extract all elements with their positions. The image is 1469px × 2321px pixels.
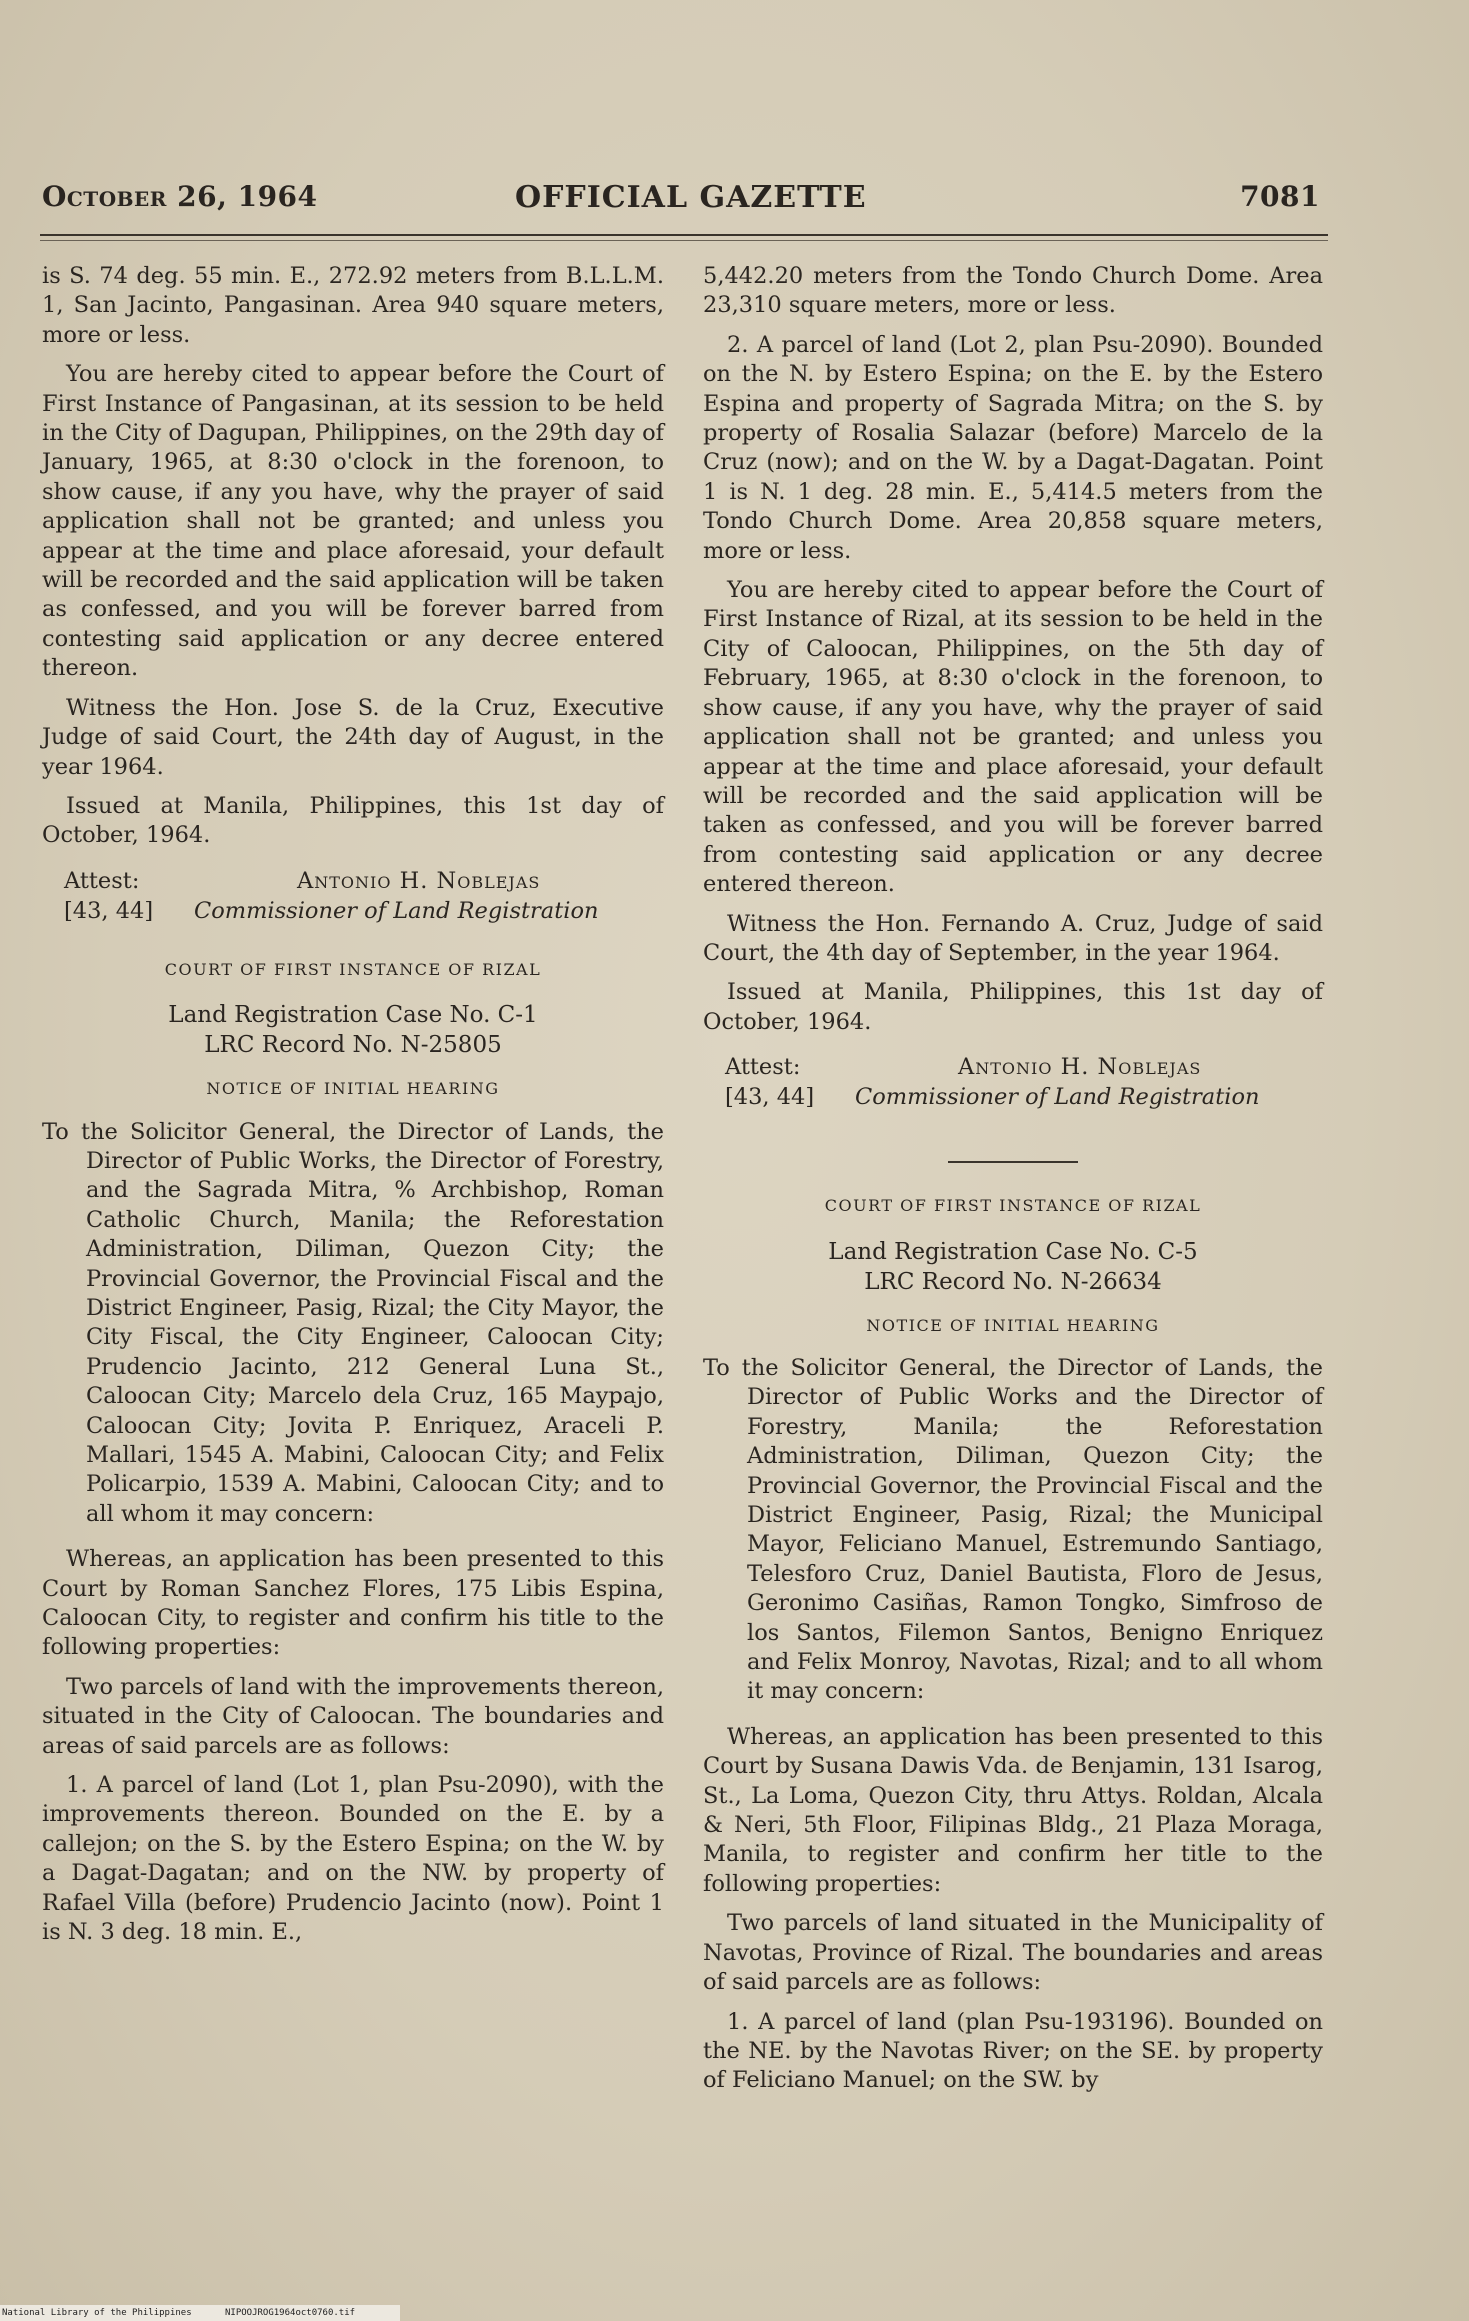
case-line: Land Registration Case No. C-1 <box>168 1002 538 1029</box>
attest-title: Commissioner of Land Registration <box>855 1084 1260 1111</box>
page-header <box>42 180 1320 226</box>
case-line: Land Registration Case No. C-5 <box>828 1238 1198 1265</box>
scan-footer <box>0 2305 400 2321</box>
case-number <box>42 1000 664 1060</box>
right-column <box>703 262 1323 2106</box>
attest-ref: [43, 44] <box>64 897 154 924</box>
paragraph: Whereas, an application has been presented to this Court by Susana Dawis Vda. de Benjamin, 131 Isarog, St., La Loma, Quezon City, thru Attys. Roldan, Alcala & Neri, 5th Floor, Filipinas Bldg., 21 Plaza Moraga, Manila, to register and confirm her title to the following properties: <box>703 1723 1323 1897</box>
paragraph: You are hereby cited to appear before the Court of First Instance of Rizal, at its session to be held in the City of Caloocan, Philippines, on the 5th day of February, 1965, at 8:30 o'clock in the forenoon, to show cause, if any you have, why the prayer of said application shall not be granted; and unless you appear at the time and place aforesaid, your default will be recorded and the said application will be taken as confessed, and you will be forever barred from contesting said application or any decree entered thereon. <box>703 577 1323 898</box>
paragraph: Two parcels of land situated in the Municipality of Navotas, Province of Rizal. The boundaries and areas of said parcels are as follows: <box>703 1910 1323 1996</box>
court-heading: COURT OF FIRST INSTANCE OF RIZAL <box>164 959 542 979</box>
attest-title: Commissioner of Land Registration <box>194 897 599 924</box>
paragraph: Two parcels of land with the improvements thereon, situated in the City of Caloocan. The boundaries and areas of said parcels are as follows: <box>42 1673 664 1759</box>
header-rule-thin <box>40 240 1328 241</box>
paragraph: is S. 74 deg. 55 min. E., 272.92 meters from B.L.L.M. 1, San Jacinto, Pangasinan. Area 940 square meters, more or less. <box>42 263 664 348</box>
paragraph: Witness the Hon. Jose S. de la Cruz, Executive Judge of said Court, the 24th day of August, in the year 1964. <box>42 694 664 780</box>
header-title: OFFICIAL GAZETTE <box>515 180 867 215</box>
notice-heading: NOTICE OF INITIAL HEARING <box>206 1079 500 1099</box>
record-line: LRC Record No. N-26634 <box>864 1268 1162 1295</box>
notice-heading: NOTICE OF INITIAL HEARING <box>866 1315 1160 1335</box>
attest-block <box>42 867 664 927</box>
left-column <box>42 262 664 1958</box>
case-number <box>703 1237 1323 1297</box>
paragraph: Witness the Hon. Fernando A. Cruz, Judge of said Court, the 4th day of September, in the year 1964. <box>703 910 1323 966</box>
attest-label: Attest: <box>64 867 140 894</box>
paragraph: Issued at Manila, Philippines, this 1st day of October, 1964. <box>703 979 1323 1035</box>
section-divider <box>948 1161 1078 1163</box>
attest-label: Attest: <box>725 1054 801 1081</box>
header-rule <box>40 234 1328 236</box>
paragraph: Whereas, an application has been presented to this Court by Roman Sanchez Flores, 175 Libis Espina, Caloocan City, to register and confirm his title to the following properties: <box>42 1546 664 1661</box>
attest-name: Antonio H. Noblejas <box>297 867 541 894</box>
paragraph: 2. A parcel of land (Lot 2, plan Psu-2090). Bounded on the N. by Estero Espina; on the E. by the Estero Espina and property of Sagrada Mitra; on the S. by property of Rosalia Salazar (before) Marcelo de la Cruz (now); and on the W. by a Dagat-Dagatan. Point 1 is N. 1 deg. 28 min. E., 5,414.5 meters from the Tondo Church Dome. Area 20,858 square meters, more or less. <box>703 331 1323 564</box>
addressees: To the Solicitor General, the Director of Lands, the Director of Public Works, the Director of Forestry, and the Sagrada Mitra, % Archbishop, Roman Catholic Church, Manila; the Reforestation Administration, Diliman, Quezon City; the Provincial Governor, the Provincial Fiscal and the District Engineer, Pasig, Rizal; the City Mayor, the City Fiscal, the City Engineer, Caloocan City; Prudencio Jacinto, 212 General Luna St., Caloocan City; Marcelo dela Cruz, 165 Maypajo, Caloocan City; Jovita P. Enriquez, Araceli P. Mallari, 1545 A. Mabini, Caloocan City; and Felix Policarpio, 1539 A. Mabini, Caloocan City; and to all whom it may concern: <box>42 1118 664 1527</box>
page-number: 7081 <box>1240 180 1320 213</box>
paragraph: You are hereby cited to appear before the Court of First Instance of Pangasinan, at its session to be held in the City of Dagupan, Philippines, on the 29th day of January, 1965, at 8:30 o'clock in the forenoon, to show cause, if any you have, why the prayer of said application shall not be granted; and unless you appear at the time and place aforesaid, your default will be recorded and the said application will be taken as confessed, and you will be forever barred from contesting said application or any decree entered thereon. <box>42 361 664 682</box>
footer-source: National Library of the Philippines <box>2 2308 192 2318</box>
court-heading: COURT OF FIRST INSTANCE OF RIZAL <box>824 1196 1202 1216</box>
attest-name: Antonio H. Noblejas <box>958 1054 1202 1081</box>
paragraph: Issued at Manila, Philippines, this 1st day of October, 1964. <box>42 792 664 849</box>
header-date: October 26, 1964 <box>42 180 318 213</box>
attest-block <box>703 1053 1323 1113</box>
paragraph: 1. A parcel of land (plan Psu-193196). Bounded on the NE. by the Navotas River; on the SE. by property of Feliciano Manuel; on the SW. by <box>703 2008 1323 2094</box>
paragraph: 1. A parcel of land (Lot 1, plan Psu-2090), with the improvements thereon. Bounded on the E. by a callejon; on the S. by the Estero Espina; on the W. by a Dagat-Dagatan; and on the NW. by property of Rafael Villa (before) Prudencio Jacinto (now). Point 1 is N. 3 deg. 18 min. E., <box>42 1772 664 1946</box>
paragraph: 5,442.20 meters from the Tondo Church Dome. Area 23,310 square meters, more or less. <box>703 263 1323 319</box>
record-line: LRC Record No. N-25805 <box>204 1032 502 1059</box>
footer-file: NIPOOJROG1964oct0760.tif <box>225 2308 356 2318</box>
addressees: To the Solicitor General, the Director of Lands, the Director of Public Works and the Director of Forestry, Manila; the Reforestation Administration, Diliman, Quezon City; the Provincial Governor, the Provincial Fiscal and the District Engineer, Pasig, Rizal; the Municipal Mayor, Feliciano Manuel, Estremundo Santiago, Telesforo Cruz, Daniel Bautista, Floro de Jesus, Geronimo Casiñas, Ramon Tongko, Simfroso de los Santos, Filemon Santos, Benigno Enriquez and Felix Monroy, Navotas, Rizal; and to all whom it may concern: <box>703 1354 1323 1705</box>
attest-ref: [43, 44] <box>725 1084 815 1111</box>
